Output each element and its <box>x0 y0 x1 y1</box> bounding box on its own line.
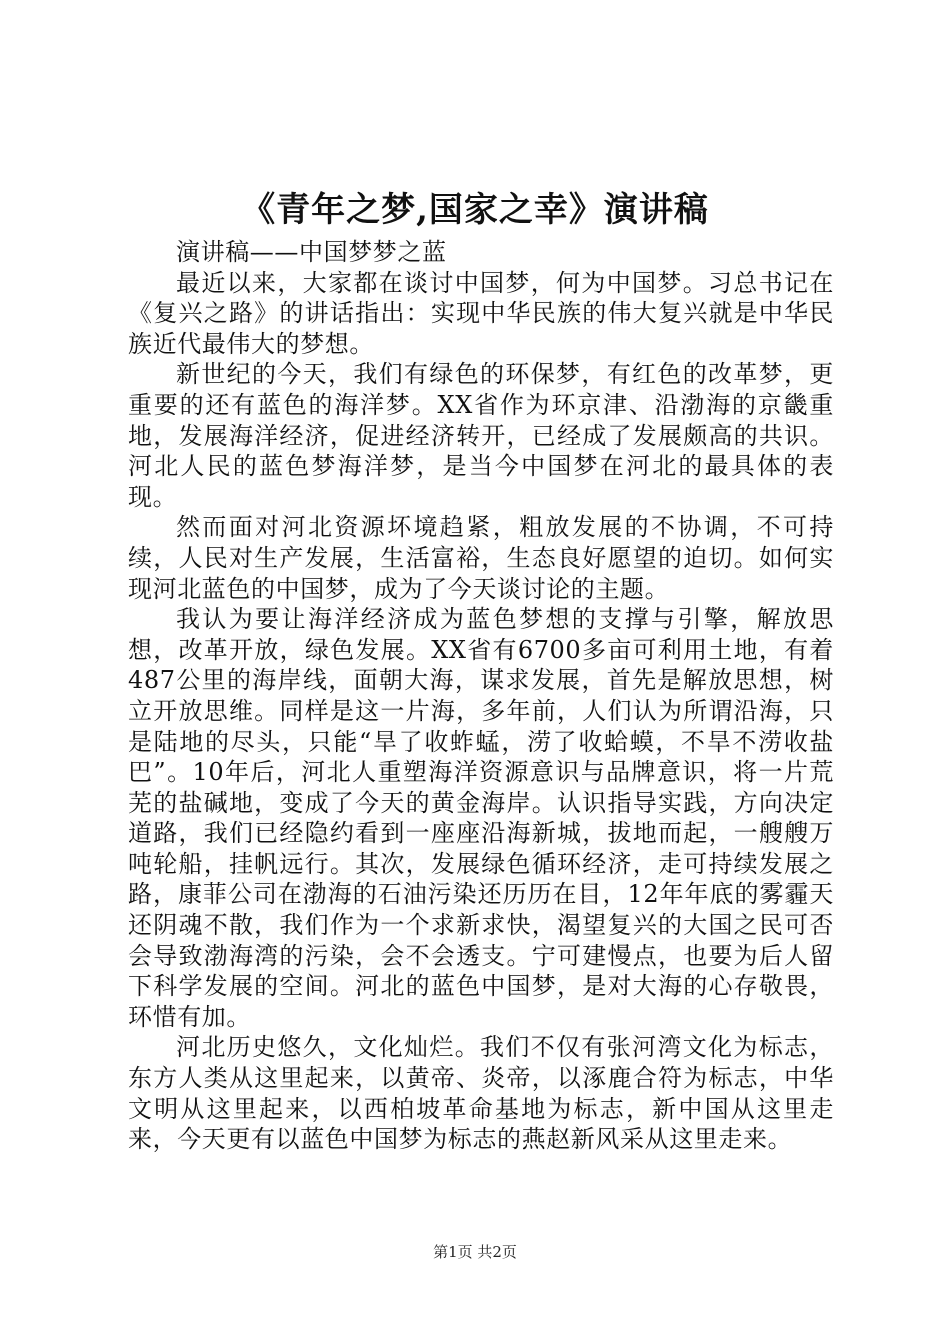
document-body <box>128 237 834 1155</box>
paragraph-4: 我认为要让海洋经济成为蓝色梦想的支撑与引擎，解放思想，改革开放，绿色发展。XX省有6700多亩可利用土地，有着487公里的海岸线，面朝大海，谋求发展，首先是解放思想，树立开放思维。同样是这一片海，多年前，人们认为所谓沿海，只是陆地的尽头，只能“旱了收蚱蜢，涝了收蛤蟆，不旱不涝收盐巴”。10年后，河北人重塑海洋资源意识与品牌意识，将一片荒芜的盐碱地，变成了今天的黄金海岸。认识指导实践，方向决定道路，我们已经隐约看到一座座沿海新城，拔地而起，一艘艘万吨轮船，挂帆远行。其次，发展绿色循环经济，走可持续发展之路，康菲公司在渤海的石油污染还历历在目，12年年底的雾霾天还阴魂不散，我们作为一个求新求快，渴望复兴的大国之民可否会导致渤海湾的污染，会不会透支。宁可建慢点，也要为后人留下科学发展的空间。河北的蓝色中国梦，是对大海的心存敬畏，环惜有加。 <box>128 605 834 1031</box>
paragraph-5: 河北历史悠久，文化灿烂。我们不仅有张河湾文化为标志，东方人类从这里起来，以黄帝、炎帝，以涿鹿合符为标志，中华文明从这里起来，以西柏坡革命基地为标志，新中国从这里走来，今天更有以蓝色中国梦为标志的燕赵新风采从这里走来。 <box>128 1033 834 1154</box>
paragraph-3: 然而面对河北资源坏境趋紧，粗放发展的不协调，不可持续，人民对生产发展，生活富裕，生态良好愿望的迫切。如何实现河北蓝色的中国梦，成为了今天谈讨论的主题。 <box>128 513 834 603</box>
paragraph-2: 新世纪的今天，我们有绿色的环保梦，有红色的改革梦，更重要的还有蓝色的海洋梦。XX省作为环京津、沿渤海的京畿重地，发展海洋经济，促进经济转开，已经成了发展颇高的共识。河北人民的蓝色梦海洋梦，是当今中国梦在河北的最具体的表现。 <box>128 360 834 511</box>
paragraph-subtitle: 演讲稿——中国梦梦之蓝 <box>176 238 447 266</box>
document-title: 《青年之梦,国家之幸》演讲稿 <box>241 190 709 230</box>
paragraph-1: 最近以来，大家都在谈讨中国梦，何为中国梦。习总书记在《复兴之路》的讲话指出：实现中华民族的伟大复兴就是中华民族近代最伟大的梦想。 <box>128 268 834 358</box>
page-footer: 第1页 共2页 <box>433 1243 517 1261</box>
